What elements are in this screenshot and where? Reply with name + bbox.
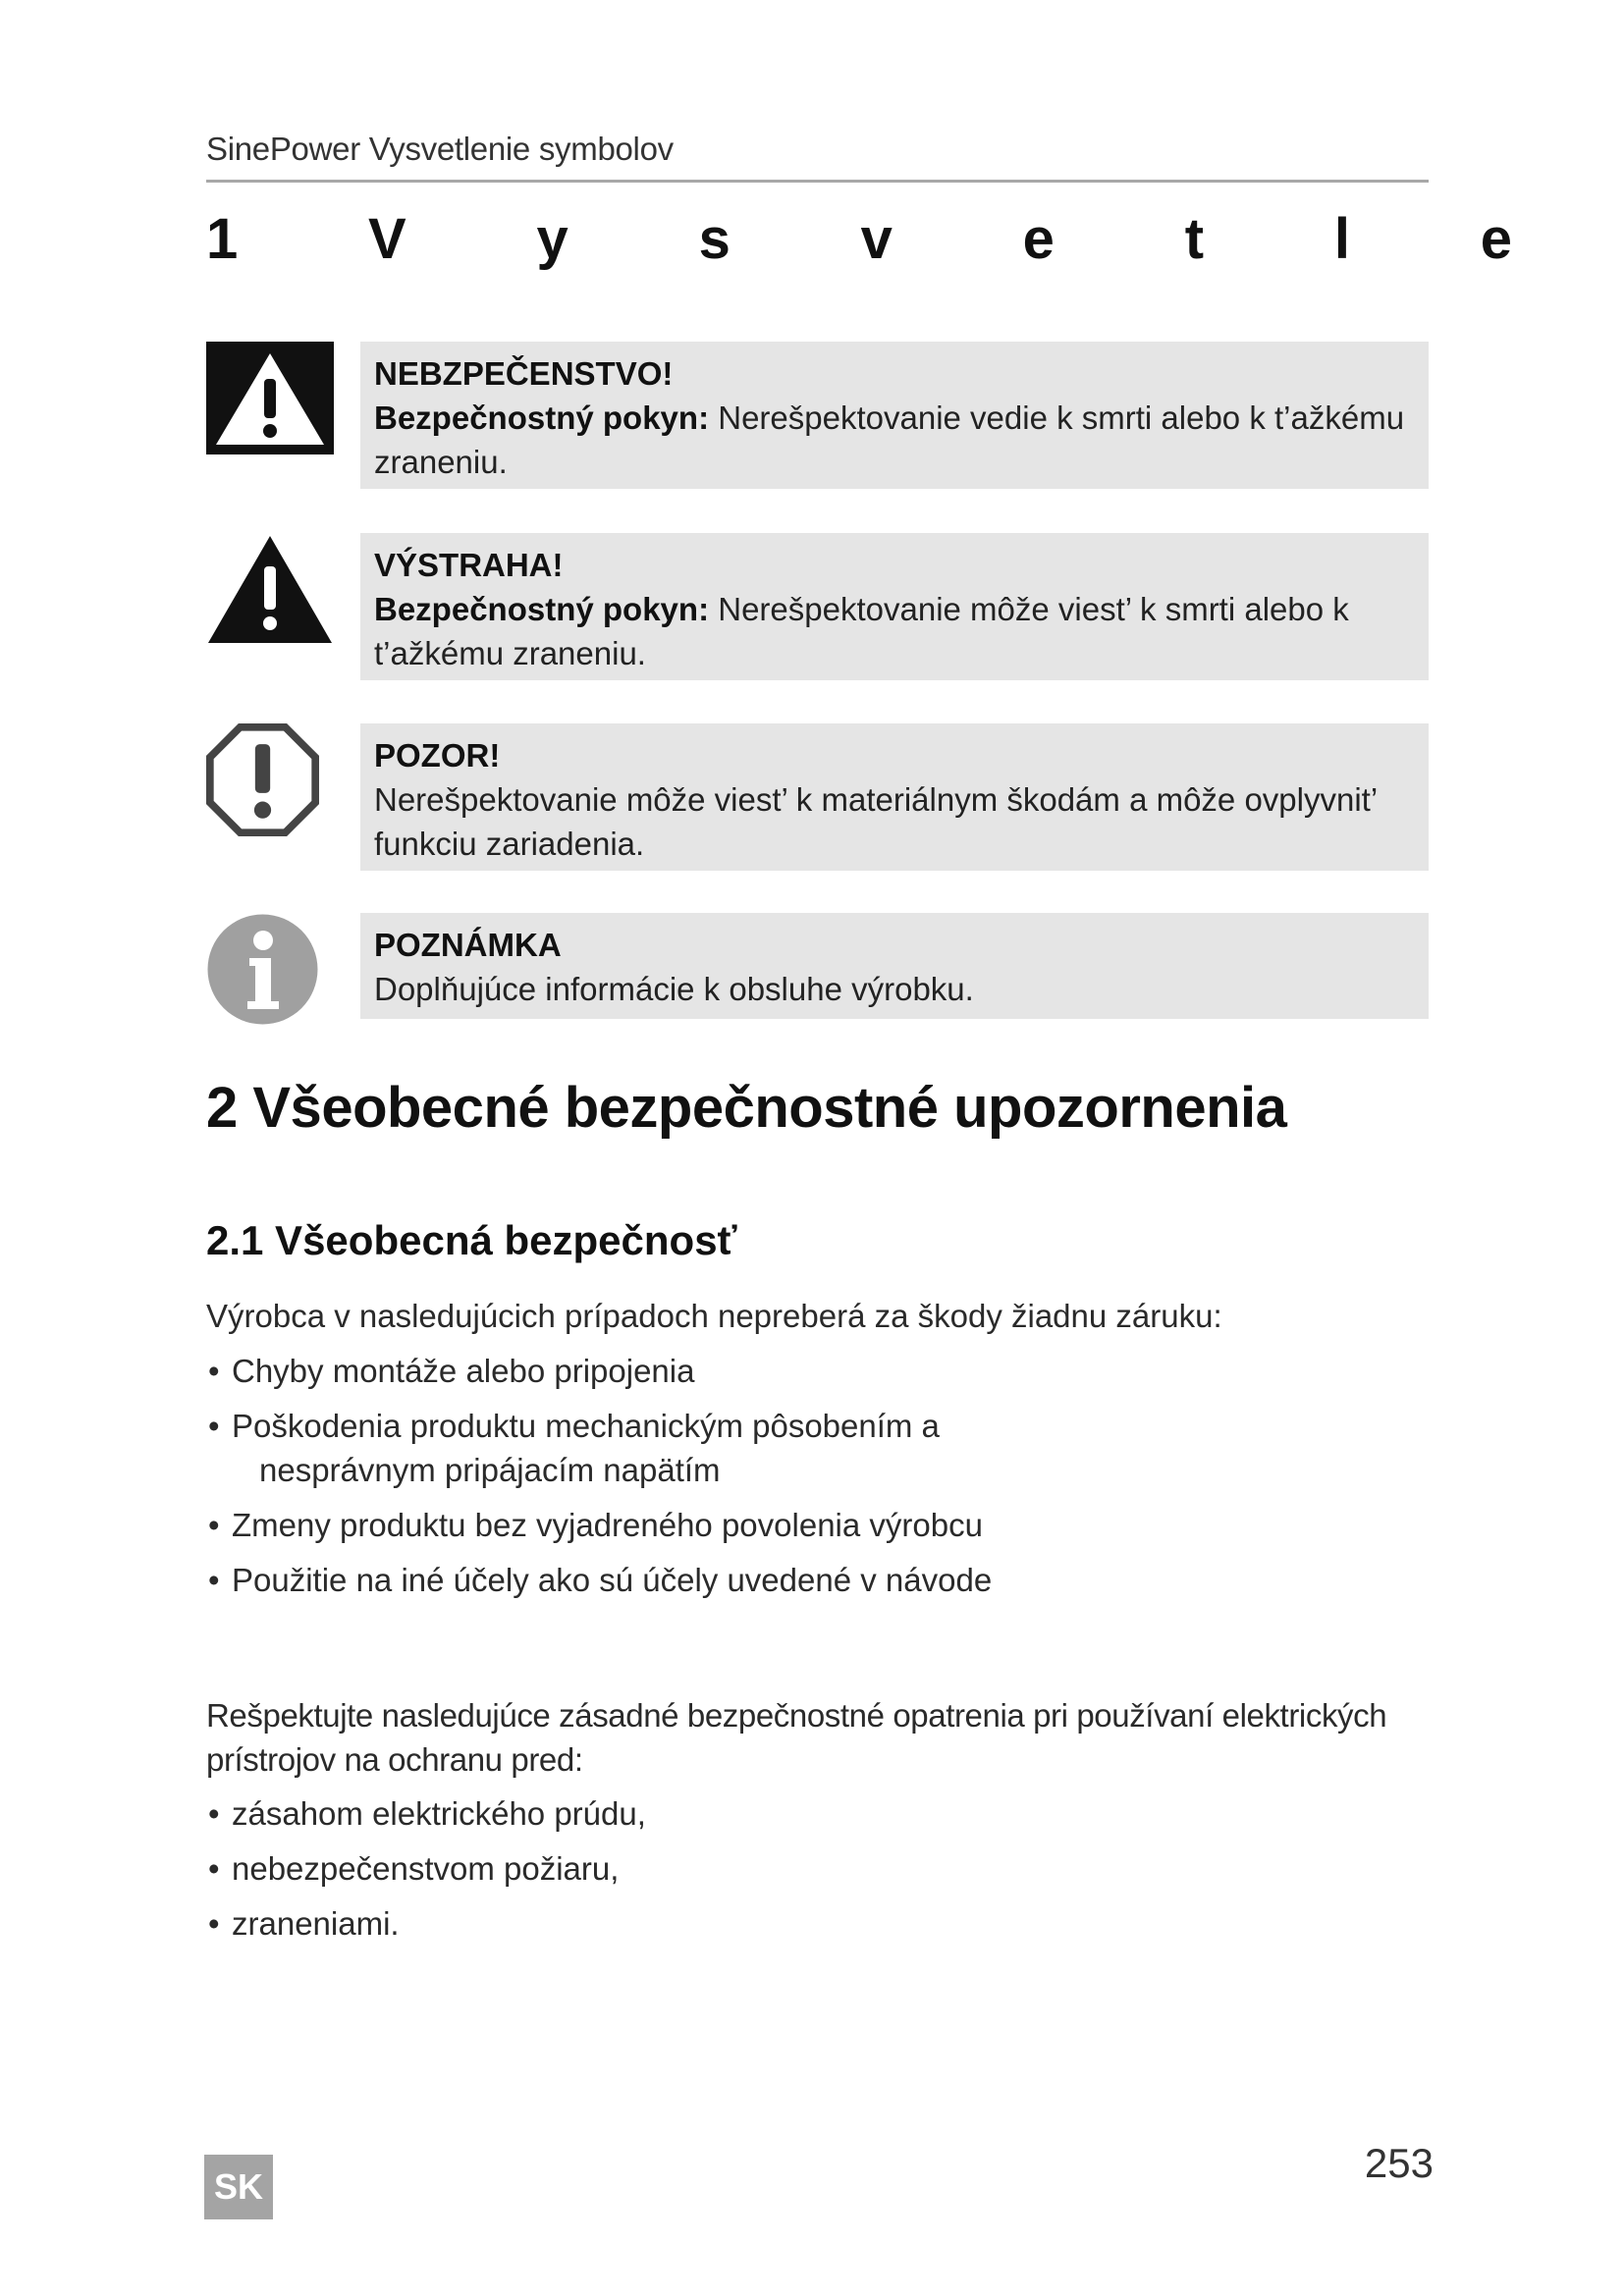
notice-label: POZOR! [374,737,501,774]
notice-prefix: Bezpečnostný pokyn: [374,400,710,436]
chapter-title-char: v [860,207,893,271]
section-title: 2 Všeobecné bezpečnostné upozornenia [206,1076,1287,1140]
notice-label: POZNÁMKA [374,927,562,963]
chapter-title-char: 1 [206,207,239,271]
notice-text: Doplňujúce informácie k obsluhe výrobku. [374,971,974,1007]
notice-warning [206,533,1429,687]
notice-label: NEBZPEČENSTVO! [374,355,674,392]
page-number: 253 [1364,2140,1434,2186]
hazard-list [206,1791,1443,1956]
intro-paragraph: Výrobca v nasledujúcich prípadoch nepreberá za škody žiadnu záruku: [206,1298,1222,1334]
notice-text: Nerešpektovanie vedie k smrti alebo k t’ažkému zraneniu. [374,400,1405,480]
chapter-title-char: s [698,207,731,271]
notice-prefix: Bezpečnostný pokyn: [374,591,710,627]
warning-triangle-boxed-icon [206,342,334,454]
safety-paragraph: Rešpektujte nasledujúce zásadné bezpečnostné opatrenia pri používaní elektrických prístrojov na ochranu pred: [206,1697,1387,1778]
list-item: • nebezpečenstvom požiaru, [206,1846,1443,1891]
notice-box [360,533,1429,680]
list-item: • Zmeny produktu bez vyjadreného povolenia výrobcu [206,1503,1443,1547]
notice-text: Nerešpektovanie môže viest’ k materiálnym škodám a môže ovplyvnit’ funkciu zariadenia. [374,781,1377,862]
chapter-title [206,206,1512,272]
liability-list [206,1349,1443,1613]
list-item: • zraneniami. [206,1901,1443,1946]
info-circle-icon [206,913,319,1026]
notice-caution [206,723,1429,878]
notice-text: Nerešpektovanie môže viest’ k smrti alebo k t’ažkému zraneniu. [374,591,1349,671]
chapter-title-char: V [368,207,406,271]
notice-box [360,723,1429,871]
notice-box [360,342,1429,489]
list-item: • Poškodenia produktu mechanickým pôsobením a nesprávnym pripájacím napätím [206,1404,1443,1492]
chapter-title-char: t [1184,207,1205,271]
chapter-title-char: l [1333,207,1350,271]
warning-triangle-icon [206,533,334,646]
language-badge: SK [204,2155,273,2219]
running-head: SinePower Vysvetlenie symbolov [206,131,1429,183]
chapter-title-char: e [1022,207,1055,271]
caution-octagon-icon [206,723,319,836]
subsection-title: 2.1 Všeobecná bezpečnosť [206,1217,737,1263]
list-item: • Chyby montáže alebo pripojenia [206,1349,1443,1393]
notice-box [360,913,1429,1019]
list-item: • Použitie na iné účely ako sú účely uvedené v návode [206,1558,1443,1602]
list-item: • zásahom elektrického prúdu, [206,1791,1443,1836]
notice-note [206,913,1429,1026]
notice-danger [206,342,1429,496]
chapter-title-char: y [536,207,568,271]
notice-label: VÝSTRAHA! [374,547,564,583]
chapter-title-char: e [1480,207,1512,271]
